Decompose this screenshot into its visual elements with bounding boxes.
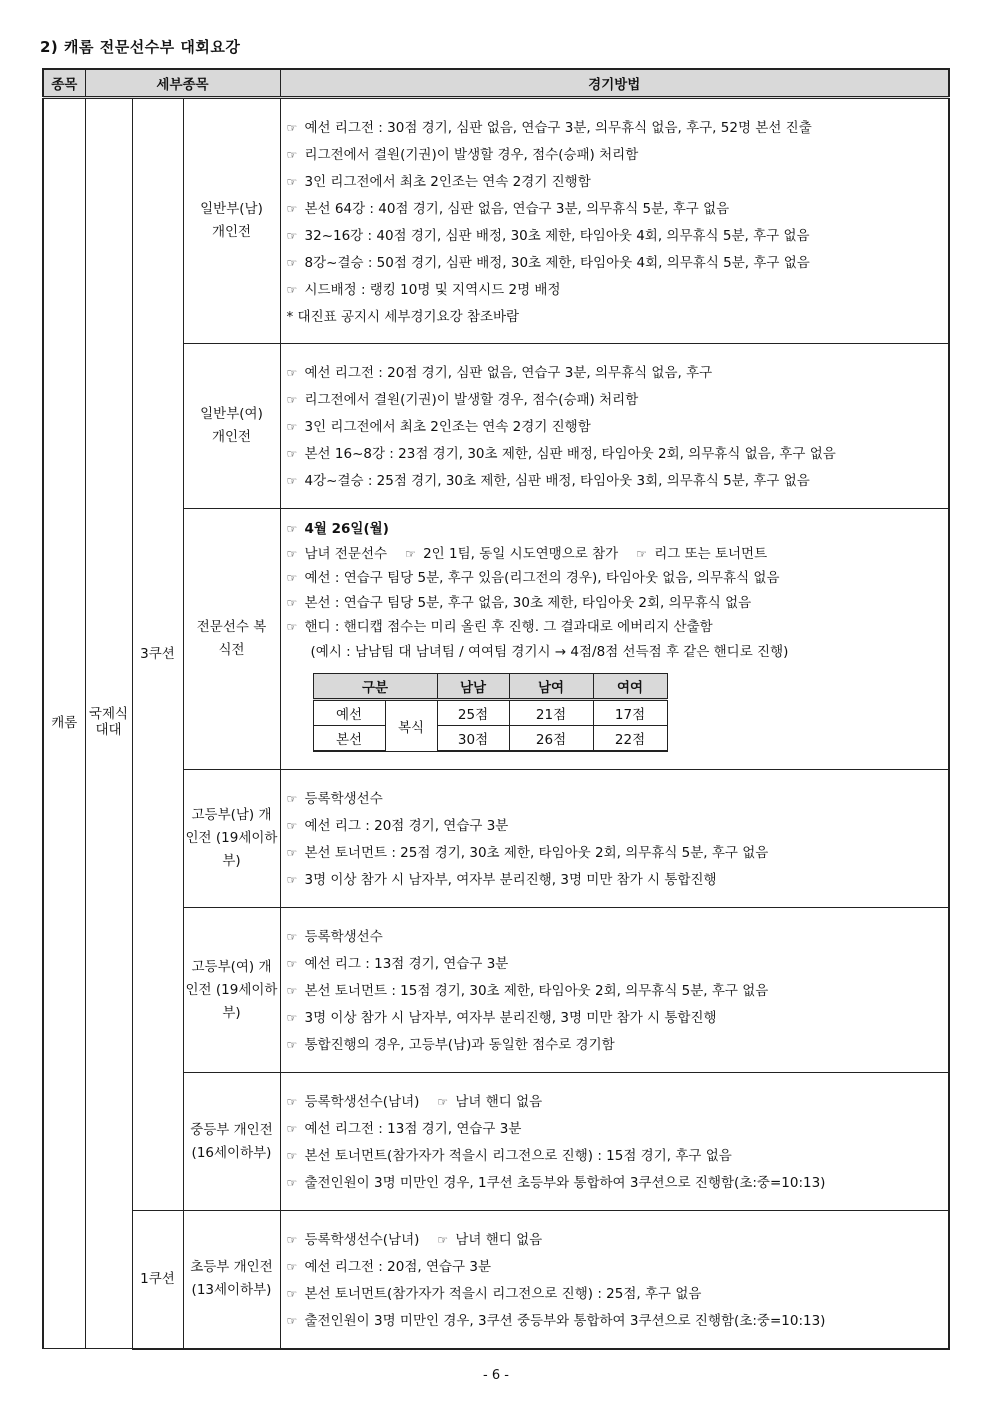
pointing-hand-icon: ☞ xyxy=(286,957,298,971)
handicap-merged: 복식 xyxy=(385,700,437,752)
handicap-header: 남남 xyxy=(437,674,509,700)
handicap-header: 남여 xyxy=(509,674,593,700)
pointing-hand-icon: ☞ xyxy=(286,546,298,561)
event-name: 초등부 개인전 (13세이하부) xyxy=(183,1211,280,1349)
pointing-hand-icon: ☞ xyxy=(286,984,298,998)
table-row xyxy=(43,98,949,344)
page-title: 2) 캐롬 전문선수부 대회요강 xyxy=(40,38,241,56)
pointing-hand-icon: ☞ xyxy=(286,366,298,380)
pointing-hand-icon: ☞ xyxy=(286,121,298,135)
pointing-hand-icon: ☞ xyxy=(286,571,298,585)
pointing-hand-icon: ☞ xyxy=(286,819,298,833)
handicap-cell: 30점 xyxy=(437,726,509,752)
pointing-hand-icon: ☞ xyxy=(286,846,298,860)
handicap-row-label: 예선 xyxy=(313,700,385,726)
pointing-hand-icon: ☞ xyxy=(286,175,298,189)
handicap-table xyxy=(313,673,668,752)
pointing-hand-icon: ☞ xyxy=(286,420,298,434)
pointing-hand-icon: ☞ xyxy=(286,873,298,887)
pointing-hand-icon: ☞ xyxy=(286,1287,298,1301)
pointing-hand-icon: ☞ xyxy=(286,620,298,634)
handicap-row-label: 본선 xyxy=(313,726,385,752)
pointing-hand-icon: ☞ xyxy=(286,1038,298,1052)
event-name: 고등부(여) 개인전 (19세이하부) xyxy=(183,908,280,1073)
pointing-hand-icon: ☞ xyxy=(437,1095,449,1109)
header-sebu: 세부종목 xyxy=(85,69,280,98)
category-cell: 국제식 대대 xyxy=(85,98,132,1349)
event-desc-high-w: ☞ 등록학생선수 ☞ 예선 리그 : 13점 경기, 연습구 3분 ☞ 본선 토너먼트 : 15점 경기, 30초 제한, 타임아웃 2회, 의무휴식 5분, 후구 없음 ☞ 3명 이상 참가 시 남자부, 여자부 분리진행, 3명 미만 참가 시 통합진행 ☞ 통합진행의 경우, 고등부(남)과 동일한 점수로 경기함 xyxy=(280,908,949,1073)
event-name: 전문선수 복식전 xyxy=(183,509,280,770)
pointing-hand-icon: ☞ xyxy=(286,283,298,297)
pointing-hand-icon: ☞ xyxy=(286,256,298,270)
pointing-hand-icon: ☞ xyxy=(286,393,298,407)
table-row xyxy=(313,726,667,752)
pointing-hand-icon: ☞ xyxy=(286,1149,298,1163)
example-text: (예시 : 남남팀 대 남녀팀 / 여여팀 경기시 → 4점/8점 선득점 후 같은 핸디로 진행) xyxy=(310,643,789,660)
header-jongmok: 종목 xyxy=(43,69,85,98)
event-name: 일반부(여) 개인전 xyxy=(183,344,280,509)
pointing-hand-icon: ☞ xyxy=(286,1122,298,1136)
handicap-cell: 26점 xyxy=(509,726,593,752)
handicap-cell: 21점 xyxy=(509,700,593,726)
sport-cell: 캐롬 xyxy=(43,98,85,1349)
pointing-hand-icon: ☞ xyxy=(286,1233,298,1247)
event-desc-general-m: ☞ 예선 리그전 : 30점 경기, 심판 없음, 연습구 3분, 의무휴식 없음, 후구, 52명 본선 진출 ☞ 리그전에서 결원(기권)이 발생할 경우, 점수(승패) 처리함 ☞ 3인 리그전에서 최초 2인조는 연속 2경기 진행함 ☞ 본선 64강 : 40점 경기, 심판 없음, 연습구 3분, 의무휴식 5분, 후구 없음 ☞ 32~16강 : 40점 경기, 심판 배정, 30초 제한, 타임아웃 4회, 의무휴식 5분, 후구 없음 ☞ 8강~결승 : 50점 경기, 심판 배정, 30초 제한, 타임아웃 4회, 의무휴식 5분, 후구 없음 ☞ 시드배정 : 랭킹 10명 및 지역시드 2명 배정 * 대진표 공지시 세부경기요강 참조바람 xyxy=(280,98,949,344)
note: * 대진표 공지시 세부경기요강 참조바람 xyxy=(286,309,520,325)
pointing-hand-icon: ☞ xyxy=(286,792,298,806)
pointing-hand-icon: ☞ xyxy=(286,930,298,944)
handicap-header: 구분 xyxy=(313,674,437,700)
rules-table xyxy=(42,68,950,1350)
handicap-header: 여여 xyxy=(593,674,667,700)
handicap-cell: 25점 xyxy=(437,700,509,726)
header-method: 경기방법 xyxy=(280,69,949,98)
handicap-cell: 22점 xyxy=(593,726,667,752)
cushion3-cell: 3쿠션 xyxy=(132,98,183,1211)
pointing-hand-icon: ☞ xyxy=(286,1314,298,1328)
pointing-hand-icon: ☞ xyxy=(286,1011,298,1025)
pointing-hand-icon: ☞ xyxy=(286,202,298,216)
table-row xyxy=(43,1211,949,1349)
pointing-hand-icon: ☞ xyxy=(286,1176,298,1190)
event-name: 일반부(남) 개인전 xyxy=(183,98,280,344)
event-desc-elementary: ☞ 등록학생선수(남녀) ☞ 남녀 핸디 없음 ☞ 예선 리그전 : 20점, 연습구 3분 ☞ 본선 토너먼트(참가자가 적을시 리그전으로 진행) : 25점, 후구 없음 ☞ 출전인원이 3명 미만인 경우, 3쿠션 중등부와 통합하여 3쿠션으로 진행함(초:중=10:13) xyxy=(280,1211,949,1349)
pointing-hand-icon: ☞ xyxy=(437,1233,449,1247)
event-desc-general-w: ☞ 예선 리그전 : 20점 경기, 심판 없음, 연습구 3분, 의무휴식 없음, 후구 ☞ 리그전에서 결원(기권)이 발생할 경우, 점수(승패) 처리함 ☞ 3인 리그전에서 최초 2인조는 연속 2경기 진행함 ☞ 본선 16~8강 : 23점 경기, 30초 제한, 심판 배정, 타임아웃 2회, 의무휴식 없음, 후구 없음 ☞ 4강~결승 : 25점 경기, 30초 제한, 심판 배정, 타임아웃 3회, 의무휴식 5분, 후구 없음 xyxy=(280,344,949,509)
event-desc-high-m: ☞ 등록학생선수 ☞ 예선 리그 : 20점 경기, 연습구 3분 ☞ 본선 토너먼트 : 25점 경기, 30초 제한, 타임아웃 2회, 의무휴식 5분, 후구 없음 ☞ 3명 이상 참가 시 남자부, 여자부 분리진행, 3명 미만 참가 시 통합진행 xyxy=(280,770,949,908)
event-desc-doubles: ☞ 4월 26일(월) ☞ 남녀 전문선수 ☞ 2인 1팀, 동일 시도연맹으로 참가 ☞ 리그 또는 토너먼트 ☞ 예선 : 연습구 팀당 5분, 후구 있음(리그전의 경우), 타임아웃 없음, 의무휴식 없음 ☞ 본선 : 연습구 팀당 5분, 후구 없음, 30초 제한, 타임아웃 2회, 의무휴식 없음 ☞ 핸디 : 핸디캡 점수는 미리 올린 후 진행. 그 결과대로 에버리지 산출함 (예시 : 남남팀 대 남녀팀 / 여여팀 경기시 → 4점/8점 선득점 후 같은 핸디로 진행) 구분 남남 남여 여여 예선 복식 25점 21점 17점 본선 30점 26점 22점 xyxy=(280,509,949,770)
pointing-hand-icon: ☞ xyxy=(286,447,298,461)
pointing-hand-icon: ☞ xyxy=(286,1260,298,1274)
pointing-hand-icon: ☞ xyxy=(405,546,416,561)
cushion1-cell: 1쿠션 xyxy=(132,1211,183,1349)
handicap-cell: 17점 xyxy=(593,700,667,726)
pointing-hand-icon: ☞ xyxy=(286,229,298,243)
pointing-hand-icon: ☞ xyxy=(286,148,298,162)
table-header-row xyxy=(43,69,949,98)
event-name: 고등부(남) 개인전 (19세이하부) xyxy=(183,770,280,908)
table-row xyxy=(313,700,667,726)
page-number: - 6 - xyxy=(483,1368,509,1383)
pointing-hand-icon: ☞ xyxy=(286,595,298,610)
event-name: 중등부 개인전 (16세이하부) xyxy=(183,1073,280,1211)
pointing-hand-icon: ☞ xyxy=(286,474,298,488)
pointing-hand-icon: ☞ xyxy=(286,522,298,536)
event-desc-middle: ☞ 등록학생선수(남녀) ☞ 남녀 핸디 없음 ☞ 예선 리그전 : 13점 경기, 연습구 3분 ☞ 본선 토너먼트(참가자가 적을시 리그전으로 진행) : 15점 경기, 후구 없음 ☞ 출전인원이 3명 미만인 경우, 1쿠션 초등부와 통합하여 3쿠션으로 진행함(초:중=10:13) xyxy=(280,1073,949,1211)
pointing-hand-icon: ☞ xyxy=(286,1095,298,1109)
pointing-hand-icon: ☞ xyxy=(636,546,647,561)
